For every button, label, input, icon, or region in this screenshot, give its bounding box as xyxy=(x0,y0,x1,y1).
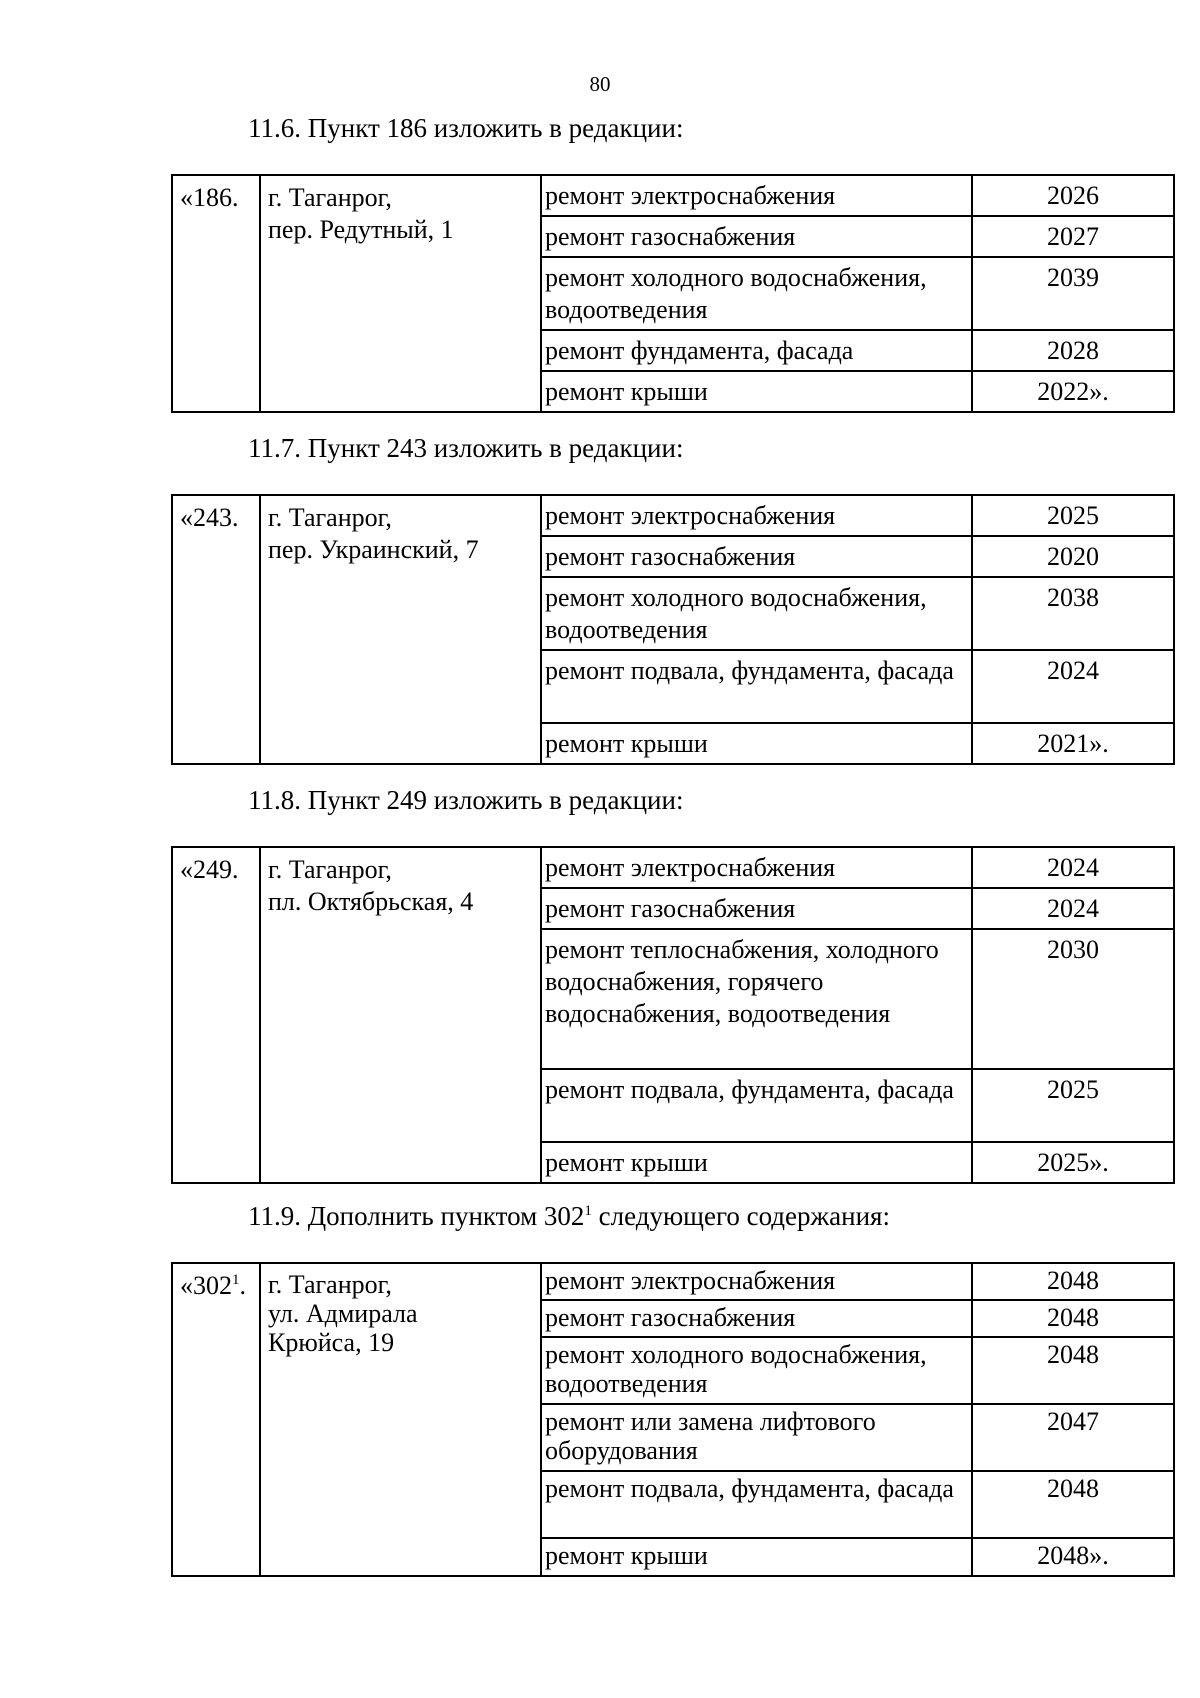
address-line: пер. Редутный, 1 xyxy=(268,215,454,244)
address-line: пер. Украинский, 7 xyxy=(268,535,479,564)
item-number-superscript: 1 xyxy=(232,1272,240,1288)
section-heading-11-7: 11.7. Пункт 243 изложить в редакции: xyxy=(248,433,684,463)
work-cell: ремонт холодного водоснабжения, водоотведения xyxy=(541,257,972,330)
table-item-302-1 xyxy=(171,1262,1175,1577)
item-number-suffix: . xyxy=(239,1271,246,1300)
heading-superscript: 1 xyxy=(584,1203,592,1219)
work-cell: ремонт или замена лифтового оборудования xyxy=(541,1404,972,1471)
year-cell: 2038 xyxy=(972,577,1174,650)
work-cell: ремонт крыши xyxy=(541,371,972,412)
address-cell xyxy=(260,847,541,1183)
year-cell: 2039 xyxy=(972,257,1174,330)
year-cell: 2022». xyxy=(972,371,1174,412)
work-cell: ремонт подвала, фундамента, фасада xyxy=(541,1471,972,1538)
work-cell: ремонт крыши xyxy=(541,1142,972,1183)
work-cell: ремонт газоснабжения xyxy=(541,888,972,929)
address-line: г. Таганрог, xyxy=(268,503,392,532)
year-cell: 2048 xyxy=(972,1300,1174,1337)
table-row xyxy=(172,495,1174,536)
work-cell: ремонт фундамента, фасада xyxy=(541,330,972,371)
work-cell: ремонт газоснабжения xyxy=(541,216,972,257)
year-cell: 2030 xyxy=(972,929,1174,1069)
table-row xyxy=(172,175,1174,216)
year-cell: 2025 xyxy=(972,1069,1174,1142)
item-number: «243. xyxy=(172,495,260,764)
year-cell: 2048». xyxy=(972,1538,1174,1576)
table-row xyxy=(172,847,1174,888)
table-item-186 xyxy=(171,174,1175,413)
year-cell: 2024 xyxy=(972,888,1174,929)
work-cell: ремонт холодного водоснабжения, водоотведения xyxy=(541,577,972,650)
work-cell: ремонт электроснабжения xyxy=(541,1263,972,1300)
item-number-text: «302 xyxy=(180,1271,232,1300)
work-cell: ремонт подвала, фундамента, фасада xyxy=(541,650,972,723)
work-cell: ремонт электроснабжения xyxy=(541,175,972,216)
year-cell: 2047 xyxy=(972,1404,1174,1471)
work-cell: ремонт холодного водоснабжения, водоотведения xyxy=(541,1337,972,1404)
section-heading-11-6: 11.6. Пункт 186 изложить в редакции: xyxy=(248,113,684,143)
year-cell: 2025». xyxy=(972,1142,1174,1183)
item-number: «249. xyxy=(172,847,260,1183)
work-cell: ремонт электроснабжения xyxy=(541,847,972,888)
heading-text: 11.9. Дополнить пунктом 302 xyxy=(248,1201,585,1231)
item-number: «186. xyxy=(172,175,260,412)
item-number xyxy=(172,1263,260,1576)
year-cell: 2048 xyxy=(972,1337,1174,1404)
work-cell: ремонт электроснабжения xyxy=(541,495,972,536)
heading-text: следующего содержания: xyxy=(591,1201,890,1231)
table-item-243 xyxy=(171,494,1175,765)
address-line: г. Таганрог, xyxy=(268,855,392,884)
table-item-249 xyxy=(171,846,1175,1184)
address-cell xyxy=(260,175,541,412)
address-line: Крюйса, 19 xyxy=(268,1328,395,1357)
year-cell: 2027 xyxy=(972,216,1174,257)
work-cell: ремонт крыши xyxy=(541,1538,972,1576)
year-cell: 2024 xyxy=(972,650,1174,723)
work-cell: ремонт теплоснабжения, холодного водоснабжения, горячего водоснабжения, водоотведения xyxy=(541,929,972,1069)
address-line: ул. Адмирала xyxy=(268,1299,418,1328)
address-cell xyxy=(260,1263,541,1576)
work-cell: ремонт подвала, фундамента, фасада xyxy=(541,1069,972,1142)
work-cell: ремонт газоснабжения xyxy=(541,536,972,577)
year-cell: 2026 xyxy=(972,175,1174,216)
table-row xyxy=(172,1263,1174,1300)
year-cell: 2028 xyxy=(972,330,1174,371)
year-cell: 2048 xyxy=(972,1471,1174,1538)
address-cell xyxy=(260,495,541,764)
year-cell: 2025 xyxy=(972,495,1174,536)
year-cell: 2020 xyxy=(972,536,1174,577)
page-number: 80 xyxy=(589,72,611,96)
year-cell: 2048 xyxy=(972,1263,1174,1300)
address-line: г. Таганрог, xyxy=(268,183,392,212)
year-cell: 2021». xyxy=(972,723,1174,764)
year-cell: 2024 xyxy=(972,847,1174,888)
work-cell: ремонт газоснабжения xyxy=(541,1300,972,1337)
address-line: пл. Октябрьская, 4 xyxy=(268,887,474,916)
section-heading-11-9 xyxy=(248,1201,890,1231)
address-line: г. Таганрог, xyxy=(268,1270,392,1299)
section-heading-11-8: 11.8. Пункт 249 изложить в редакции: xyxy=(248,785,684,815)
work-cell: ремонт крыши xyxy=(541,723,972,764)
